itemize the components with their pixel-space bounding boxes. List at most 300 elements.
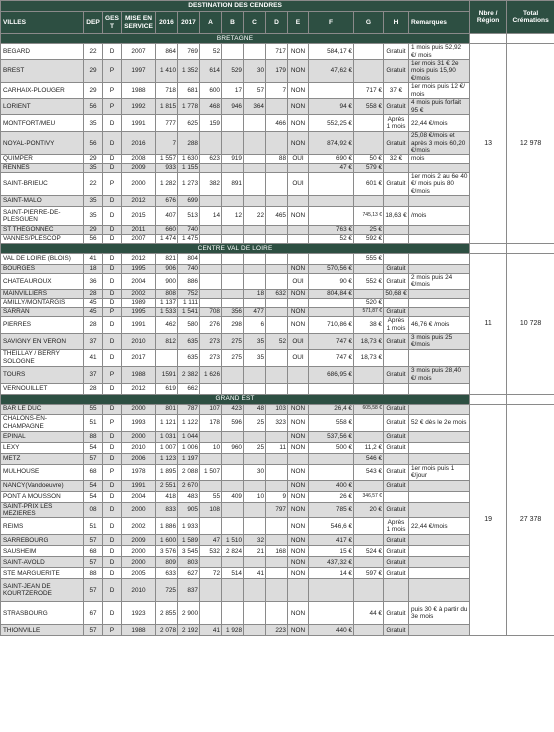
gest: P [103, 60, 122, 83]
count-2017: 627 [178, 568, 200, 579]
val-h [384, 383, 409, 394]
val-f: 500 € [309, 442, 354, 453]
gest: D [103, 518, 122, 535]
val-d [266, 453, 288, 464]
val-a [200, 265, 222, 274]
val-e: NON [288, 502, 309, 518]
val-b [222, 132, 244, 155]
val-b [222, 196, 244, 207]
gest: P [103, 414, 122, 431]
val-b [222, 226, 244, 235]
remarque [409, 383, 470, 394]
mise-en-service: 2004 [122, 274, 156, 290]
header-total-cremations: Total Crémations [507, 1, 554, 34]
remarque: 3 mois puis 28,40 €/ mois [409, 366, 470, 383]
val-d [266, 254, 288, 265]
val-c: 25 [244, 414, 266, 431]
val-f: 546,6 € [309, 518, 354, 535]
mise-en-service: 1992 [122, 99, 156, 115]
val-a [200, 579, 222, 602]
count-2017: 886 [178, 274, 200, 290]
count-2017: 1 006 [178, 442, 200, 453]
mise-en-service: 1991 [122, 316, 156, 333]
count-2017: 2 670 [178, 480, 200, 491]
val-d: 717 [266, 44, 288, 60]
remarque: 1er mois 31 € 2e mois puis 15,90 €/mois [409, 60, 470, 83]
remarque [409, 404, 470, 414]
count-2016: 864 [156, 44, 178, 60]
mise-en-service: 2009 [122, 163, 156, 172]
ville: PIERRES [1, 316, 84, 333]
val-b [222, 453, 244, 464]
val-g [354, 431, 384, 442]
ville: CHALONS-EN-CHAMPAGNE [1, 414, 84, 431]
val-d [266, 196, 288, 207]
val-f: 14 € [309, 568, 354, 579]
val-h: 32 € [384, 155, 409, 163]
dep: 28 [84, 383, 103, 394]
val-c [244, 115, 266, 132]
gest: D [103, 546, 122, 557]
val-e: OUI [288, 172, 309, 195]
val-e [288, 226, 309, 235]
val-f [309, 602, 354, 625]
val-g [354, 480, 384, 491]
count-2017: 1 630 [178, 155, 200, 163]
count-2017: 2 900 [178, 602, 200, 625]
dep: 88 [84, 431, 103, 442]
ville: VERNOUILLET [1, 383, 84, 394]
val-d [266, 226, 288, 235]
mise-en-service: 2007 [122, 44, 156, 60]
count-2017: 635 [178, 333, 200, 349]
count-2016: 1 815 [156, 99, 178, 115]
val-e: NON [288, 557, 309, 568]
val-f [309, 83, 354, 99]
val-b [222, 298, 244, 307]
count-2017: 635 [178, 349, 200, 366]
val-e: NON [288, 535, 309, 546]
val-a [200, 480, 222, 491]
dep: 29 [84, 83, 103, 99]
dep: 54 [84, 491, 103, 502]
count-2017: 699 [178, 196, 200, 207]
count-2017: 1 778 [178, 99, 200, 115]
remarque [409, 442, 470, 453]
remarque [409, 535, 470, 546]
val-g: 717 € [354, 83, 384, 99]
count-2017: 1 541 [178, 307, 200, 316]
val-e: NON [288, 207, 309, 226]
count-2016: 1 533 [156, 307, 178, 316]
header-dep: DEP [84, 12, 103, 34]
ville: BOURGES [1, 265, 84, 274]
val-g: 601 € [354, 172, 384, 195]
val-b: 356 [222, 307, 244, 316]
val-g [354, 366, 384, 383]
remarque: /mois [409, 207, 470, 226]
val-g: 543 € [354, 464, 384, 480]
gest: D [103, 316, 122, 333]
remarque [409, 502, 470, 518]
gest: D [103, 155, 122, 163]
count-2017: 662 [178, 383, 200, 394]
val-d: 632 [266, 289, 288, 298]
val-h: Gratuit [384, 502, 409, 518]
remarque [409, 546, 470, 557]
val-a: 55 [200, 491, 222, 502]
val-b [222, 480, 244, 491]
dep: 57 [84, 579, 103, 602]
mise-en-service: 2000 [122, 431, 156, 442]
count-2016: 2 855 [156, 602, 178, 625]
val-a: 273 [200, 349, 222, 366]
val-c [244, 431, 266, 442]
remarque: 1er mois 2 au 6e 40 €/ mois puis 80 €/mois [409, 172, 470, 195]
region-count-spacer [470, 244, 507, 254]
val-h [384, 254, 409, 265]
val-a [200, 557, 222, 568]
dep: 41 [84, 349, 103, 366]
count-2016: 933 [156, 163, 178, 172]
gest: D [103, 132, 122, 155]
remarque: puis 30 € à partir du 3e mois [409, 602, 470, 625]
ville: NOYAL-PONTIVY [1, 132, 84, 155]
val-g [354, 265, 384, 274]
val-e: NON [288, 404, 309, 414]
val-c: 25 [244, 442, 266, 453]
val-h [384, 579, 409, 602]
val-e: NON [288, 289, 309, 298]
count-2016: 1 137 [156, 298, 178, 307]
gest: D [103, 383, 122, 394]
val-d: 223 [266, 625, 288, 636]
val-g: 11,2 € [354, 442, 384, 453]
ville: BAR LE DUC [1, 404, 84, 414]
val-a: 614 [200, 60, 222, 83]
val-h: Gratuit [384, 557, 409, 568]
val-g [354, 60, 384, 83]
val-h [384, 196, 409, 207]
count-2017: 2 382 [178, 366, 200, 383]
val-h [384, 226, 409, 235]
count-2016: 660 [156, 226, 178, 235]
count-2016: 809 [156, 557, 178, 568]
header-b: B [222, 12, 244, 34]
mise-en-service: 1995 [122, 307, 156, 316]
mise-en-service: 1988 [122, 366, 156, 383]
val-c: 10 [244, 491, 266, 502]
mise-en-service: 2004 [122, 491, 156, 502]
mise-en-service: 1923 [122, 602, 156, 625]
val-b: 409 [222, 491, 244, 502]
remarque: 22,44 €/mois [409, 518, 470, 535]
count-2017: 288 [178, 132, 200, 155]
val-a [200, 453, 222, 464]
val-a [200, 235, 222, 244]
val-d: 179 [266, 60, 288, 83]
gest: D [103, 196, 122, 207]
mise-en-service: 2010 [122, 442, 156, 453]
val-g: 558 € [354, 99, 384, 115]
val-h [384, 235, 409, 244]
gest: P [103, 172, 122, 195]
val-b [222, 289, 244, 298]
val-e: NON [288, 625, 309, 636]
val-e [288, 298, 309, 307]
dep: 55 [84, 404, 103, 414]
val-d [266, 172, 288, 195]
val-c [244, 274, 266, 290]
val-a [200, 163, 222, 172]
val-f: 785 € [309, 502, 354, 518]
val-h: Après 1 mois [384, 115, 409, 132]
val-d [266, 383, 288, 394]
count-2016: 812 [156, 333, 178, 349]
val-c: 35 [244, 333, 266, 349]
val-e [288, 254, 309, 265]
val-h: Gratuit [384, 414, 409, 431]
val-h: Gratuit [384, 333, 409, 349]
val-g: 38 € [354, 316, 384, 333]
table-title: DESTINATION DES CENDRES [1, 1, 470, 12]
val-e: NON [288, 568, 309, 579]
val-d [266, 265, 288, 274]
val-b [222, 557, 244, 568]
remarque: 25,08 €/mois et après 3 mois 60,20 €/mois [409, 132, 470, 155]
val-d: 103 [266, 404, 288, 414]
val-a: 107 [200, 404, 222, 414]
val-e: OUI [288, 155, 309, 163]
val-g: 520 € [354, 298, 384, 307]
val-g: 18,73 € [354, 349, 384, 366]
val-a: 10 [200, 442, 222, 453]
val-a: 159 [200, 115, 222, 132]
ville: MAINVILLIERS [1, 289, 84, 298]
val-h: Gratuit [384, 431, 409, 442]
val-f: 15 € [309, 546, 354, 557]
val-g: 579 € [354, 163, 384, 172]
count-2017: 1 122 [178, 414, 200, 431]
mise-en-service: 1989 [122, 298, 156, 307]
gest: D [103, 265, 122, 274]
val-f: 440 € [309, 625, 354, 636]
count-2016: 418 [156, 491, 178, 502]
count-2017: 740 [178, 226, 200, 235]
mise-en-service: 2002 [122, 289, 156, 298]
ville: LORIENT [1, 99, 84, 115]
val-e: NON [288, 431, 309, 442]
gest: D [103, 442, 122, 453]
table-row [1, 44, 554, 60]
dep: 45 [84, 298, 103, 307]
val-g [354, 289, 384, 298]
header-c: C [244, 12, 266, 34]
gest: D [103, 491, 122, 502]
mise-en-service: 2002 [122, 518, 156, 535]
gest: P [103, 625, 122, 636]
val-a: 178 [200, 414, 222, 431]
dep: 68 [84, 464, 103, 480]
val-c [244, 298, 266, 307]
dep: 54 [84, 480, 103, 491]
region-count-spacer [470, 34, 507, 44]
ville: STRASBOURG [1, 602, 84, 625]
val-f: 570,56 € [309, 265, 354, 274]
gest: P [103, 83, 122, 99]
val-a: 708 [200, 307, 222, 316]
val-d [266, 307, 288, 316]
dep: 57 [84, 557, 103, 568]
remarque [409, 431, 470, 442]
val-e [288, 163, 309, 172]
region-total: 27 378 [507, 404, 554, 636]
remarque [409, 453, 470, 464]
remarque [409, 196, 470, 207]
count-2016: 1 895 [156, 464, 178, 480]
count-2017: 681 [178, 83, 200, 99]
val-f: 804,84 € [309, 289, 354, 298]
val-b: 919 [222, 155, 244, 163]
remarque [409, 625, 470, 636]
count-2017: 1 273 [178, 172, 200, 195]
ville: CHATEAUROUX [1, 274, 84, 290]
count-2016: 462 [156, 316, 178, 333]
region-total-spacer [507, 394, 554, 404]
mise-en-service: 2000 [122, 557, 156, 568]
count-2016: 407 [156, 207, 178, 226]
val-e: NON [288, 316, 309, 333]
remarque: 1 mois puis 52,92 €/ mois [409, 44, 470, 60]
val-f [309, 453, 354, 464]
val-e: NON [288, 265, 309, 274]
ville: SAINT-JEAN DE KOURTZERODE [1, 579, 84, 602]
val-f: 417 € [309, 535, 354, 546]
dep: 08 [84, 502, 103, 518]
val-f [309, 383, 354, 394]
val-a: 14 [200, 207, 222, 226]
gest: P [103, 307, 122, 316]
val-h [384, 349, 409, 366]
dep: 28 [84, 289, 103, 298]
gest: D [103, 568, 122, 579]
mise-en-service: 2012 [122, 383, 156, 394]
count-2016: 1 474 [156, 235, 178, 244]
dep: 35 [84, 207, 103, 226]
val-a: 382 [200, 172, 222, 195]
header-remarques: Remarques [409, 12, 470, 34]
count-2017: 2 088 [178, 464, 200, 480]
region-total-spacer [507, 34, 554, 44]
count-2017: 752 [178, 289, 200, 298]
mise-en-service: 2017 [122, 349, 156, 366]
val-g: 50 € [354, 155, 384, 163]
dep: 22 [84, 44, 103, 60]
val-f: 26,4 € [309, 404, 354, 414]
val-f: 874,92 € [309, 132, 354, 155]
table-row [1, 254, 554, 265]
val-e: NON [288, 44, 309, 60]
val-h: Gratuit [384, 60, 409, 83]
region-name: BRETAGNE [1, 34, 470, 44]
val-c: 477 [244, 307, 266, 316]
gest: D [103, 404, 122, 414]
remarque: 3 mois puis 25 €/mois [409, 333, 470, 349]
val-d [266, 163, 288, 172]
dep: 29 [84, 60, 103, 83]
ville: BEGARD [1, 44, 84, 60]
val-f [309, 254, 354, 265]
val-h: Gratuit [384, 265, 409, 274]
val-a [200, 254, 222, 265]
val-c: 30 [244, 464, 266, 480]
remarque [409, 298, 470, 307]
val-b: 960 [222, 442, 244, 453]
val-f: 747 € [309, 333, 354, 349]
count-2017: 580 [178, 316, 200, 333]
header-h: H [384, 12, 409, 34]
dep: 18 [84, 265, 103, 274]
val-h: Gratuit [384, 274, 409, 290]
val-g: 605,58 € [354, 404, 384, 414]
val-c: 18 [244, 289, 266, 298]
ville: VAL DE LOIRE (BLOIS) [1, 254, 84, 265]
count-2017: 1 475 [178, 235, 200, 244]
count-2016: 833 [156, 502, 178, 518]
ville: VANNES/PLESCOP [1, 235, 84, 244]
region-count: 19 [470, 404, 507, 636]
val-c [244, 453, 266, 464]
val-d [266, 464, 288, 480]
val-g: 20 € [354, 502, 384, 518]
val-c [244, 480, 266, 491]
val-g: 18,73 € [354, 333, 384, 349]
gest: D [103, 235, 122, 244]
remarque [409, 557, 470, 568]
val-f: 47 € [309, 163, 354, 172]
dep: 36 [84, 274, 103, 290]
dep: 57 [84, 535, 103, 546]
val-e: OUI [288, 333, 309, 349]
val-g: 44 € [354, 602, 384, 625]
val-h [384, 491, 409, 502]
val-c [244, 383, 266, 394]
count-2017: 1 197 [178, 453, 200, 464]
val-f: 763 € [309, 226, 354, 235]
val-g [354, 383, 384, 394]
val-h: Gratuit [384, 568, 409, 579]
count-2016: 3 576 [156, 546, 178, 557]
gest: D [103, 602, 122, 625]
val-e: NON [288, 307, 309, 316]
val-f: 710,86 € [309, 316, 354, 333]
val-h: Après 1 mois [384, 316, 409, 333]
ville: LEXY [1, 442, 84, 453]
mise-en-service: 2011 [122, 226, 156, 235]
remarque: 1er mois puis 1 €/jour [409, 464, 470, 480]
header-g: G [354, 12, 384, 34]
val-g [354, 535, 384, 546]
val-c: 22 [244, 207, 266, 226]
val-g [354, 132, 384, 155]
val-d [266, 568, 288, 579]
val-e: NON [288, 491, 309, 502]
val-e: NON [288, 83, 309, 99]
val-g [354, 518, 384, 535]
val-b [222, 235, 244, 244]
val-g: 745,13 € [354, 207, 384, 226]
val-f: 437,32 € [309, 557, 354, 568]
